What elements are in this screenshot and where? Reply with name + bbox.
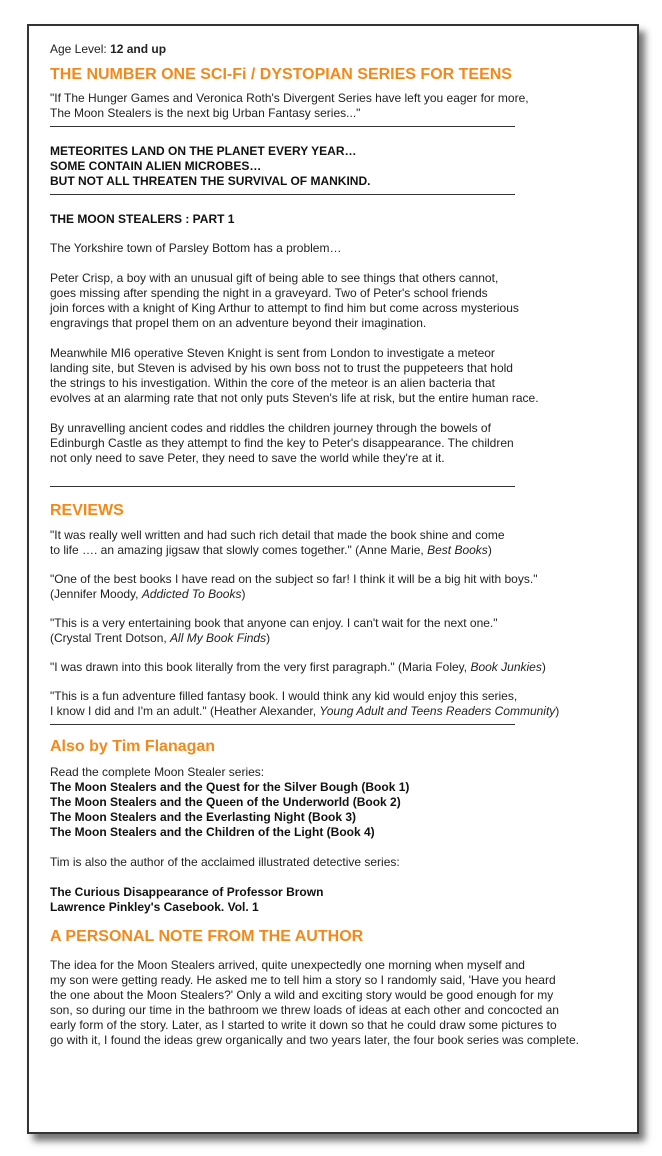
synopsis-line: Edinburgh Castle as they attempt to find the key to Peter's disappearance. The children <box>50 436 514 450</box>
tagline-line: SOME CONTAIN ALIEN MICROBES… <box>50 159 262 173</box>
tagline-line: METEORITES LAND ON THE PLANET EVERY YEAR… <box>50 144 357 158</box>
note-line: the one about the Moon Stealers?' Only a wild and exciting story would be good enough for my <box>50 988 554 1002</box>
age-level-value: 12 and up <box>110 42 167 56</box>
note-line: The idea for the Moon Stealers arrived, quite unexpectedly one morning when myself and <box>50 958 525 972</box>
age-level-label: Age Level: <box>50 42 107 56</box>
series-book: The Moon Stealers and the Queen of the Underworld (Book 2) <box>50 795 401 809</box>
review <box>50 572 625 602</box>
detective-intro: Tim is also the author of the acclaimed illustrated detective series: <box>50 855 400 869</box>
review-text: "It was really well written and had such rich detail that made the book shine and come <box>50 528 505 542</box>
synopsis-paragraph <box>50 421 625 466</box>
review-text: (Crystal Trent Dotson, <box>50 631 171 645</box>
review-close: ) <box>241 587 246 601</box>
synopsis-line: Peter Crisp, a boy with an unusual gift of being able to see things that others cannot, <box>50 271 499 285</box>
review-close: ) <box>266 631 271 645</box>
review-source: Addicted To Books <box>141 587 242 601</box>
author-note <box>50 958 625 1048</box>
also-by-heading: Also by Tim Flanagan <box>50 738 216 755</box>
divider <box>50 724 515 725</box>
review-close: ) <box>555 704 560 718</box>
divider <box>50 126 515 127</box>
note-line: early form of the story. Later, as I started to write it down so that he could draw some pictures to <box>50 1018 557 1032</box>
synopsis-paragraph <box>50 271 625 331</box>
synopsis-line: not only need to save Peter, they need to save the world while they're at it. <box>50 451 445 465</box>
synopsis-line: By unravelling ancient codes and riddles the children journey through the bowels of <box>50 421 491 435</box>
synopsis-line: Meanwhile MI6 operative Steven Knight is sent from London to investigate a meteor <box>50 346 495 360</box>
intro-text: The Yorkshire town of Parsley Bottom has a problem… <box>50 241 342 255</box>
review-text: to life …. an amazing jigsaw that slowly comes together." (Anne Marie, <box>50 543 428 557</box>
review <box>50 689 625 719</box>
note-line: my son were getting ready. He asked me to tell him a story so I randomly said, 'Have you heard <box>50 973 556 987</box>
series-book-list <box>50 780 625 840</box>
synopsis-line: join forces with a knight of King Arthur to attempt to find him but come across mysterious <box>50 301 519 315</box>
age-level <box>50 42 625 57</box>
review <box>50 616 625 646</box>
synopsis-line: the strings to his investigation. Within the core of the meteor is an alien bacteria that <box>50 376 495 390</box>
detective-book: The Curious Disappearance of Professor Brown <box>50 885 324 899</box>
review-text: "This is a fun adventure filled fantasy book. I would think any kid would enjoy this series, <box>50 689 518 703</box>
quote-line: The Moon Stealers is the next big Urban Fantasy series..." <box>50 106 361 120</box>
part-title: THE MOON STEALERS : PART 1 <box>50 212 235 226</box>
series-book: The Moon Stealers and the Quest for the Silver Bough (Book 1) <box>50 780 410 794</box>
review-source: Best Books <box>427 543 488 557</box>
divider <box>50 486 515 487</box>
review-source: Book Junkies <box>470 660 542 674</box>
document-page <box>27 24 639 1134</box>
review-text: "One of the best books I have read on the subject so far! I think it will be a big hit with boys." <box>50 572 538 586</box>
promo-quote <box>50 91 625 121</box>
synopsis-line: landing site, but Steven is advised by his own boss not to trust the puppeteers that hold <box>50 361 513 375</box>
detective-book: Lawrence Pinkley's Casebook. Vol. 1 <box>50 900 259 914</box>
detective-book-list <box>50 885 625 915</box>
review-source: All My Book Finds <box>170 631 267 645</box>
review-close: ) <box>541 660 546 674</box>
review-source: Young Adult and Teens Readers Community <box>319 704 556 718</box>
reviews-heading: REVIEWS <box>50 502 124 519</box>
note-line: go with it, I found the ideas grew organically and two years later, the four book series was complete. <box>50 1033 579 1047</box>
note-line: son, so during our time in the bathroom we threw loads of ideas at each other and concocted an <box>50 1003 559 1017</box>
review <box>50 660 625 675</box>
review <box>50 528 625 558</box>
synopsis-line: engravings that propel them on an adventure beyond their imagination. <box>50 316 427 330</box>
review-text: (Jennifer Moody, <box>50 587 142 601</box>
series-book: The Moon Stealers and the Everlasting Night (Book 3) <box>50 810 357 824</box>
review-close: ) <box>487 543 492 557</box>
tagline-line: BUT NOT ALL THREATEN THE SURVIVAL OF MANKIND. <box>50 174 371 188</box>
author-note-heading: A PERSONAL NOTE FROM THE AUTHOR <box>50 928 364 945</box>
review-text: I know I did and I'm an adult." (Heather Alexander, <box>50 704 320 718</box>
review-text: "I was drawn into this book literally from the very first paragraph." (Maria Foley, <box>50 660 471 674</box>
review-text: "This is a very entertaining book that anyone can enjoy. I can't wait for the next one." <box>50 616 498 630</box>
quote-line: "If The Hunger Games and Veronica Roth's Divergent Series have left you eager for more, <box>50 91 529 105</box>
series-heading: THE NUMBER ONE SCI-Fi / DYSTOPIAN SERIES FOR TEENS <box>50 66 512 83</box>
tagline <box>50 144 625 189</box>
synopsis-line: goes missing after spending the night in a graveyard. Two of Peter's school friends <box>50 286 488 300</box>
series-book: The Moon Stealers and the Children of the Light (Book 4) <box>50 825 375 839</box>
divider <box>50 194 515 195</box>
synopsis-line: evolves at an alarming rate that not only puts Steven's life at risk, but the entire human race. <box>50 391 539 405</box>
series-intro: Read the complete Moon Stealer series: <box>50 765 265 779</box>
synopsis-paragraph <box>50 346 625 406</box>
